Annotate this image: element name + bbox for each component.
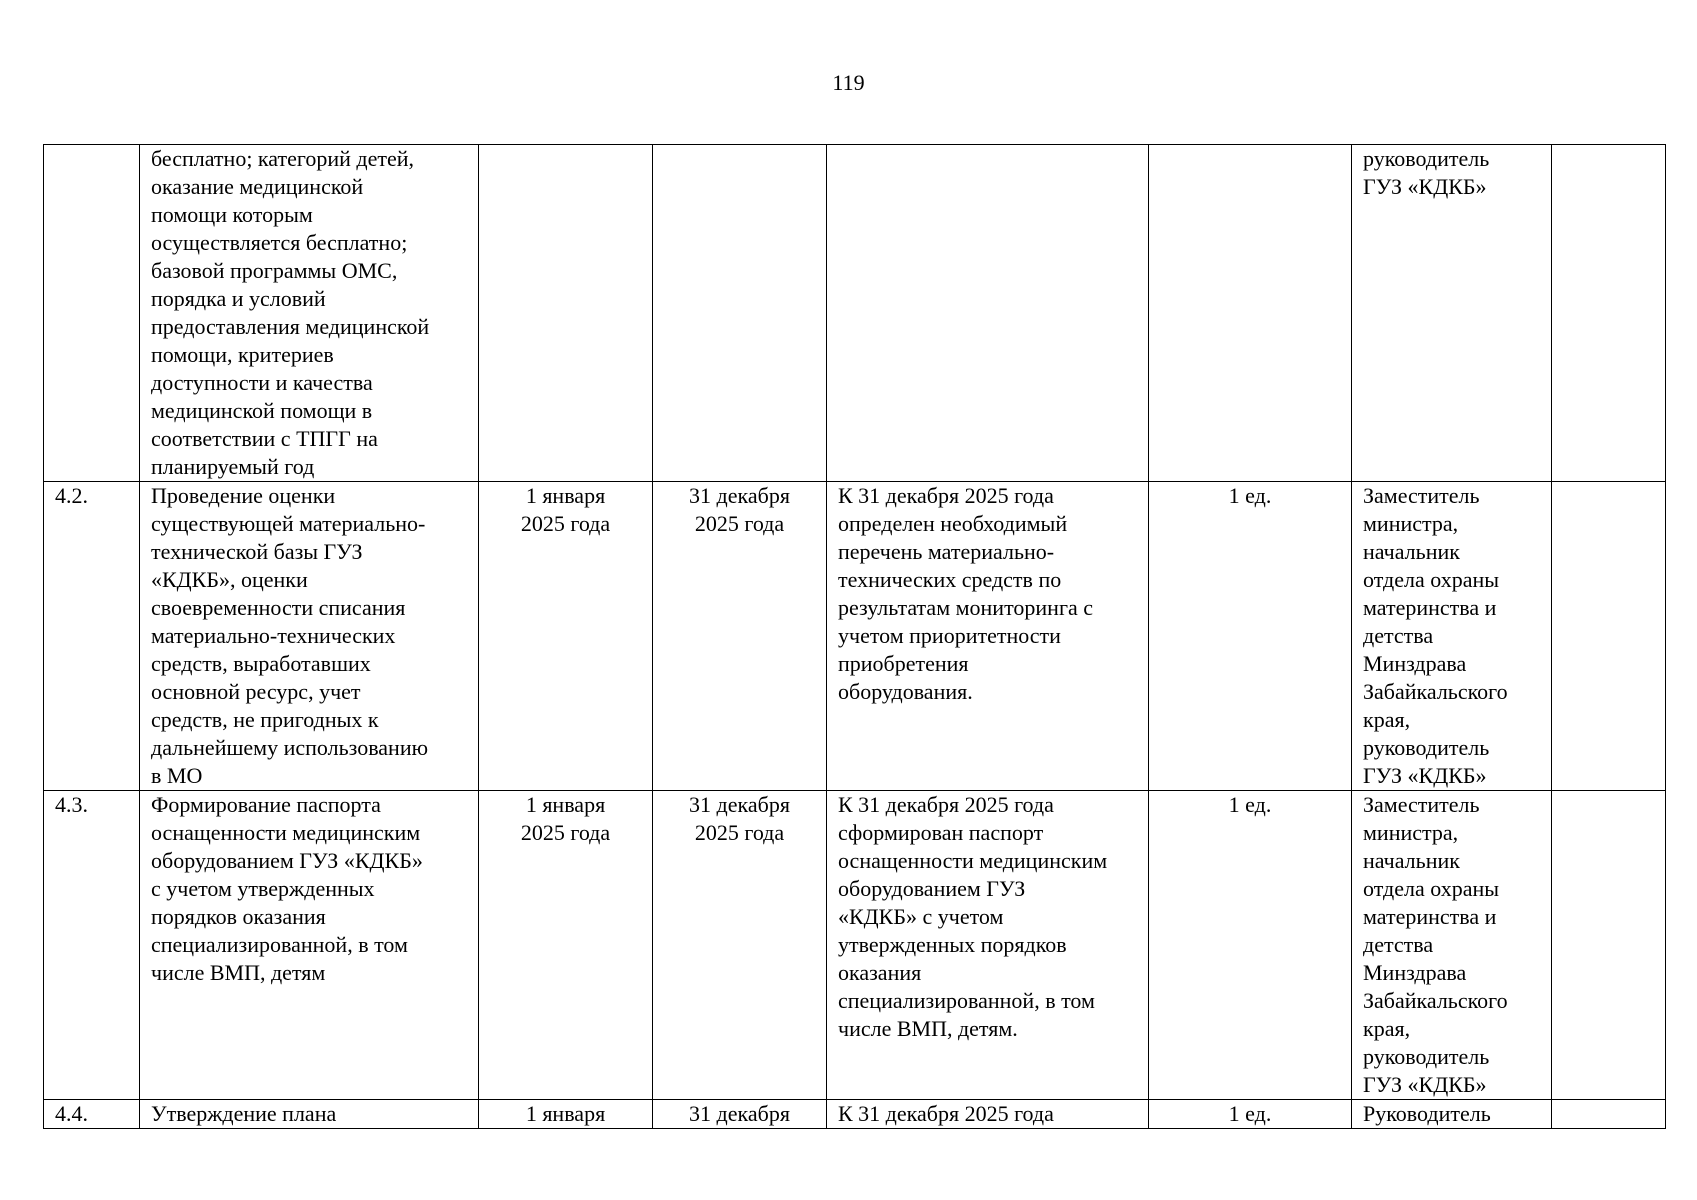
end-date-cell	[653, 791, 827, 1100]
event-cell	[140, 1100, 479, 1129]
start-date: 1 января	[525, 1101, 606, 1126]
start-date: 1 января 2025 года	[520, 483, 611, 536]
quantity-cell	[1149, 791, 1352, 1100]
end-date: 31 декабря 2025 года	[689, 483, 790, 536]
result-text: К 31 декабря 2025 года определен необходимый перечень материально- технических средств по результатам мониторинга с учетом приоритетности приобретения оборудования.	[838, 483, 1094, 704]
quantity-cell	[1149, 145, 1352, 482]
table-row	[44, 482, 1666, 791]
result-text: К 31 декабря 2025 года	[838, 1101, 1054, 1126]
end-date: 31 декабря	[689, 1101, 790, 1126]
responsible-text: Заместитель министра, начальник отдела охраны материнства и детства Минздрава Забайкальского края, руководитель ГУЗ «КДКБ»	[1363, 483, 1508, 788]
row-number-cell	[44, 1100, 140, 1129]
responsible-cell	[1352, 145, 1552, 482]
result-cell	[827, 791, 1149, 1100]
result-text: К 31 декабря 2025 года сформирован паспорт оснащенности медицинским оборудованием ГУЗ «КДКБ» с учетом утвержденных порядков оказания специализированной, в том числе ВМП, детям.	[838, 792, 1108, 1041]
extra-cell	[1552, 791, 1666, 1100]
event-cell	[140, 791, 479, 1100]
start-date-cell	[479, 482, 653, 791]
row-number: 4.3.	[55, 792, 88, 817]
quantity: 1 ед.	[1228, 483, 1272, 508]
responsible-cell	[1352, 791, 1552, 1100]
result-cell	[827, 482, 1149, 791]
table-row	[44, 1100, 1666, 1129]
responsible-cell	[1352, 482, 1552, 791]
row-number-cell	[44, 791, 140, 1100]
event-text: Формирование паспорта оснащенности медицинским оборудованием ГУЗ «КДКБ» с учетом утвержденных порядков оказания специализированной, в том числе ВМП, детям	[151, 792, 423, 985]
start-date-cell	[479, 1100, 653, 1129]
result-cell	[827, 1100, 1149, 1129]
responsible-text: Руководитель	[1363, 1101, 1491, 1126]
responsible-text: руководитель ГУЗ «КДКБ»	[1363, 146, 1490, 199]
end-date-cell	[653, 145, 827, 482]
page-number: 119	[832, 70, 865, 95]
responsible-cell	[1352, 1100, 1552, 1129]
row-number-cell	[44, 482, 140, 791]
start-date: 1 января 2025 года	[520, 792, 611, 845]
end-date-cell	[653, 482, 827, 791]
extra-cell	[1552, 145, 1666, 482]
start-date-cell	[479, 145, 653, 482]
event-cell	[140, 145, 479, 482]
result-cell	[827, 145, 1149, 482]
end-date: 31 декабря 2025 года	[689, 792, 790, 845]
quantity-cell	[1149, 482, 1352, 791]
responsible-text: Заместитель министра, начальник отдела охраны материнства и детства Минздрава Забайкальского края, руководитель ГУЗ «КДКБ»	[1363, 792, 1508, 1097]
event-text: Проведение оценки существующей материально- технической базы ГУЗ «КДКБ», оценки своевременности списания материально-технических средств, выработавших основной ресурс, учет средств, не пригодных к дальнейшему использованию в МО	[151, 483, 429, 788]
table-row	[44, 791, 1666, 1100]
plan-table	[43, 144, 1666, 1129]
event-cell	[140, 482, 479, 791]
extra-cell	[1552, 1100, 1666, 1129]
end-date-cell	[653, 1100, 827, 1129]
row-number-cell	[44, 145, 140, 482]
quantity: 1 ед.	[1228, 1101, 1272, 1126]
quantity-cell	[1149, 1100, 1352, 1129]
start-date-cell	[479, 791, 653, 1100]
row-number: 4.4.	[55, 1101, 88, 1126]
row-number: 4.2.	[55, 483, 88, 508]
quantity: 1 ед.	[1228, 792, 1272, 817]
extra-cell	[1552, 482, 1666, 791]
event-text: Утверждение плана	[151, 1101, 337, 1126]
event-text: бесплатно; категорий детей, оказание медицинской помощи которым осуществляется бесплатно; базовой программы ОМС, порядка и условий предоставления медицинской помощи, критериев доступности и качества медицинской помощи в соответствии с ТПГГ на планируемый год	[151, 146, 430, 479]
table-row	[44, 145, 1666, 482]
